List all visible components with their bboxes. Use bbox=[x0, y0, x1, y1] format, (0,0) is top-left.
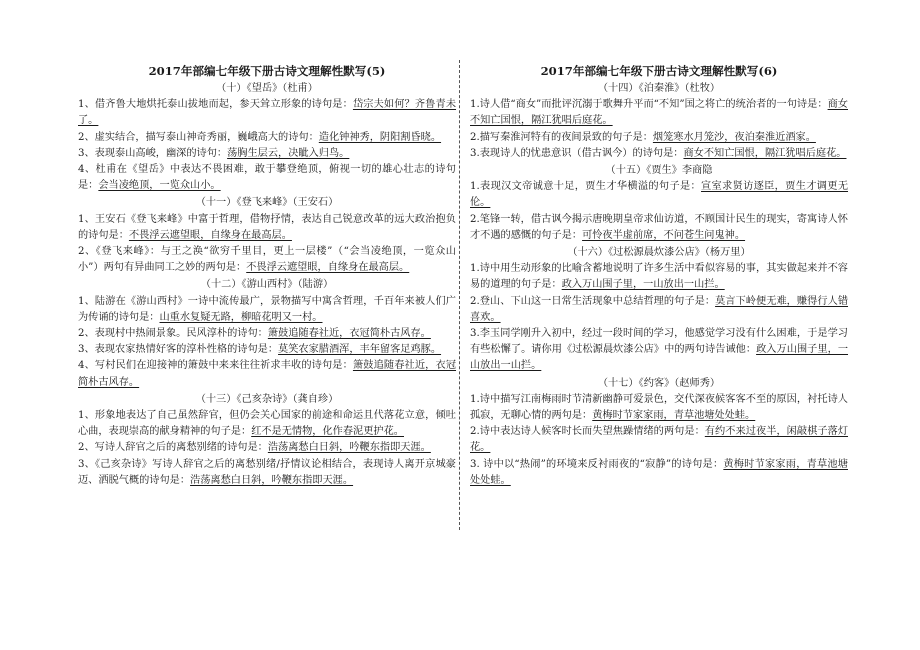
question-text: 2、《登飞来峰》：与王之涣“欲穷千里目，更上一层楼”（“会当凌绝顶，一览众山小”）两句有异曲同工之妙的两句是： bbox=[78, 246, 456, 274]
question-item bbox=[470, 97, 848, 129]
question-text: 3. 诗中以“热闹”的环境来反衬雨夜的“寂静”的诗句是： bbox=[470, 458, 724, 470]
question-text: 1、借齐鲁大地烘托泰山拔地而起，参天耸立形象的诗句是： bbox=[78, 99, 353, 111]
question-item bbox=[78, 358, 456, 390]
answer-text: 政入万山围子里，一山放出一山拦。 bbox=[470, 344, 849, 372]
answer-text: 不畏浮云遮望眼，自缘身在最高层。 bbox=[128, 229, 292, 241]
question-text: 2、表现村中热闹景象。民风淳朴的诗句： bbox=[78, 328, 268, 340]
section-heading: （十二）《游山西村》（陆游） bbox=[200, 279, 334, 291]
question-item bbox=[470, 179, 848, 211]
answer-text: 商女不知亡国恨，隔江犹唱后庭花。 bbox=[470, 99, 848, 127]
answer-text: 莫言下岭便无难，赚得行人错喜欢。 bbox=[470, 295, 849, 323]
question-item bbox=[78, 408, 456, 440]
question-text: 2.笔锋一转，借古讽今揭示唐晚期皇帝求仙访道，不顾国计民生的现实，寄寓诗人怀才不遇的感慨的句子是： bbox=[470, 213, 848, 241]
answer-text: 可怜夜半虚前席，不问苍生问鬼神。 bbox=[582, 229, 746, 241]
question-text: 1、王安石《登飞来峰》中富于哲理，借物抒情，表达自己锐意改革的远大政治抱负的诗句是： bbox=[78, 213, 456, 241]
section-heading: （十三）《己亥杂诗》（龚自珍） bbox=[195, 393, 339, 405]
question-item bbox=[78, 244, 456, 276]
question-text: 1.诗中用生动形象的比喻含蓄地说明了许多生活中看似容易的事，其实做起来并不容易的道理的句子是： bbox=[470, 263, 848, 291]
answer-text: 黄梅时节家家雨，青草池塘处处蛙。 bbox=[592, 410, 756, 422]
left-title: 2017年部编七年级下册古诗文理解性默写(5) bbox=[148, 64, 386, 78]
question-item bbox=[470, 326, 848, 375]
answer-text: 山重水复疑无路，柳暗花明又一村。 bbox=[159, 311, 323, 323]
question-text: 4、杜甫在《望岳》中表达不畏困难，敢于攀登绝顶，俯视一切的雄心壮志的诗句是： bbox=[78, 164, 456, 192]
question-text: 3、表现农家热情好客的淳朴性格的诗句是： bbox=[78, 344, 279, 356]
section-heading: （十一）《登飞来峰》（王安石） bbox=[195, 197, 339, 209]
question-text: 2.诗中表达诗人候客时长而失望焦躁情绪的两句是： bbox=[470, 426, 705, 438]
question-item bbox=[470, 294, 848, 326]
answer-text: 有约不来过夜半，闲敲棋子落灯花。 bbox=[470, 426, 849, 454]
question-text: 3、表现泰山高峻，幽深的诗句： bbox=[78, 147, 228, 159]
answer-text: 造化钟神秀，阴阳割昏晓。 bbox=[318, 131, 442, 143]
section-heading: （十五）《贾生》李商隐 bbox=[605, 165, 713, 177]
column-divider bbox=[459, 60, 460, 530]
question-item bbox=[78, 162, 456, 194]
section-heading: （十）《望岳》（杜甫） bbox=[216, 83, 318, 94]
question-item bbox=[78, 212, 456, 244]
question-item bbox=[78, 97, 456, 129]
answer-text: 浩荡离愁白日斜，吟鞭东指即天涯。 bbox=[190, 474, 354, 486]
question-item bbox=[78, 342, 456, 358]
answer-text: 宣室求贤访逐臣，贾生才调更无伦。 bbox=[470, 181, 849, 209]
right-title: 2017年部编七年级下册古诗文理解性默写(6) bbox=[540, 64, 778, 78]
question-item bbox=[78, 326, 456, 342]
answer-text: 箫鼓追随春社近，衣冠简朴古风存。 bbox=[78, 360, 457, 388]
question-text: 3、《己亥杂诗》写诗人辞官之后的离愁别绪/抒情议论相结合，表现诗人离开京城豪迈、洒脱气概的诗句是： bbox=[78, 458, 456, 486]
question-text: 1、形象地表达了自己虽然辞官，但仍会关心国家的前途和命运且代落花立意，倾吐心曲，表现崇高的献身精神的句子是： bbox=[78, 410, 456, 438]
question-item bbox=[470, 130, 848, 146]
section-heading: （十四）《泊秦淮》（杜牧） bbox=[597, 83, 721, 94]
question-text: 4、写村民们在迎接神的箫鼓中来来往往祈求丰收的诗句是： bbox=[78, 360, 353, 372]
section-heading: （十六）《过松源晨炊漆公店》（杨万里） bbox=[567, 247, 751, 259]
question-text: 2.登山、下山这一日常生活现象中总结哲理的句子是： bbox=[470, 295, 716, 307]
question-item bbox=[470, 457, 848, 489]
question-item bbox=[470, 146, 848, 162]
answer-text: 莫笑农家腊酒浑，丰年留客足鸡豚。 bbox=[278, 344, 442, 356]
question-item bbox=[78, 146, 456, 162]
answer-text: 不畏浮云遮望眼，自缘身在最高层。 bbox=[246, 262, 410, 274]
answer-text: 烟笼寒水月笼沙，夜泊秦淮近酒家。 bbox=[652, 131, 816, 143]
section-heading: （十七）《约客》（赵师秀） bbox=[597, 377, 721, 389]
answer-text: 荡胸生层云，决眦入归鸟。 bbox=[227, 147, 350, 159]
question-text: 1.诗人借“商女”而批评沉溺于歌舞升平而“不知”国之将亡的统治者的一句诗是： bbox=[470, 99, 828, 111]
question-item bbox=[470, 261, 848, 293]
question-text: 2、写诗人辞官之后的离愁别绪的诗句是： bbox=[78, 442, 268, 454]
question-text: 3.表现诗人的忧患意识（借古讽今）的诗句是： bbox=[470, 147, 684, 159]
answer-text: 箫鼓追随春社近，衣冠简朴古风存。 bbox=[267, 328, 431, 340]
question-text: 3.李玉同学刚升入初中，经过一段时间的学习，他感觉学习没有什么困难，于是学习有些松懈了。请你用《过松源晨炊漆公店》中的两句诗告诫他： bbox=[470, 328, 848, 356]
question-text: 1.表现汉文帝诚意十足，贾生才华横溢的句子是： bbox=[470, 181, 702, 193]
question-item bbox=[78, 130, 456, 146]
question-text: 2.描写秦淮河特有的夜间景致的句子是： bbox=[470, 131, 653, 143]
question-text: 1.诗中描写江南梅雨时节清新幽静可爱景色，交代深夜候客客不至的原因，衬托诗人孤寂，无聊心情的两句是： bbox=[470, 393, 848, 422]
answer-text: 红不是无情物，化作春泥更护花。 bbox=[251, 426, 404, 438]
left-column bbox=[78, 62, 456, 489]
right-column bbox=[470, 62, 848, 489]
answer-text: 浩荡离愁白日斜，吟鞭东指即天涯。 bbox=[267, 442, 431, 454]
question-text: 2、虚实结合，描写泰山神奇秀丽，巍峨高大的诗句： bbox=[78, 131, 319, 143]
question-item bbox=[470, 424, 848, 456]
answer-text: 岱宗夫如何？齐鲁青未了。 bbox=[78, 99, 457, 127]
question-text: 1、陆游在《游山西村》一诗中流传最广，景物描写中寓含哲理，千百年来被人们广为传诵的诗句是： bbox=[78, 295, 456, 323]
question-item bbox=[78, 457, 456, 489]
answer-text: 商女不知亡国恨，隔江犹唱后庭花。 bbox=[683, 147, 847, 159]
answer-text: 政入万山围子里，一山放出一山拦。 bbox=[561, 279, 725, 291]
answer-text: 黄梅时节家家雨，青草池塘处处蛙。 bbox=[470, 458, 848, 486]
question-item bbox=[470, 212, 848, 244]
answer-text: 会当凌绝顶，一览众山小。 bbox=[98, 180, 221, 192]
question-item bbox=[470, 392, 848, 424]
question-item bbox=[78, 440, 456, 456]
question-item bbox=[78, 294, 456, 326]
